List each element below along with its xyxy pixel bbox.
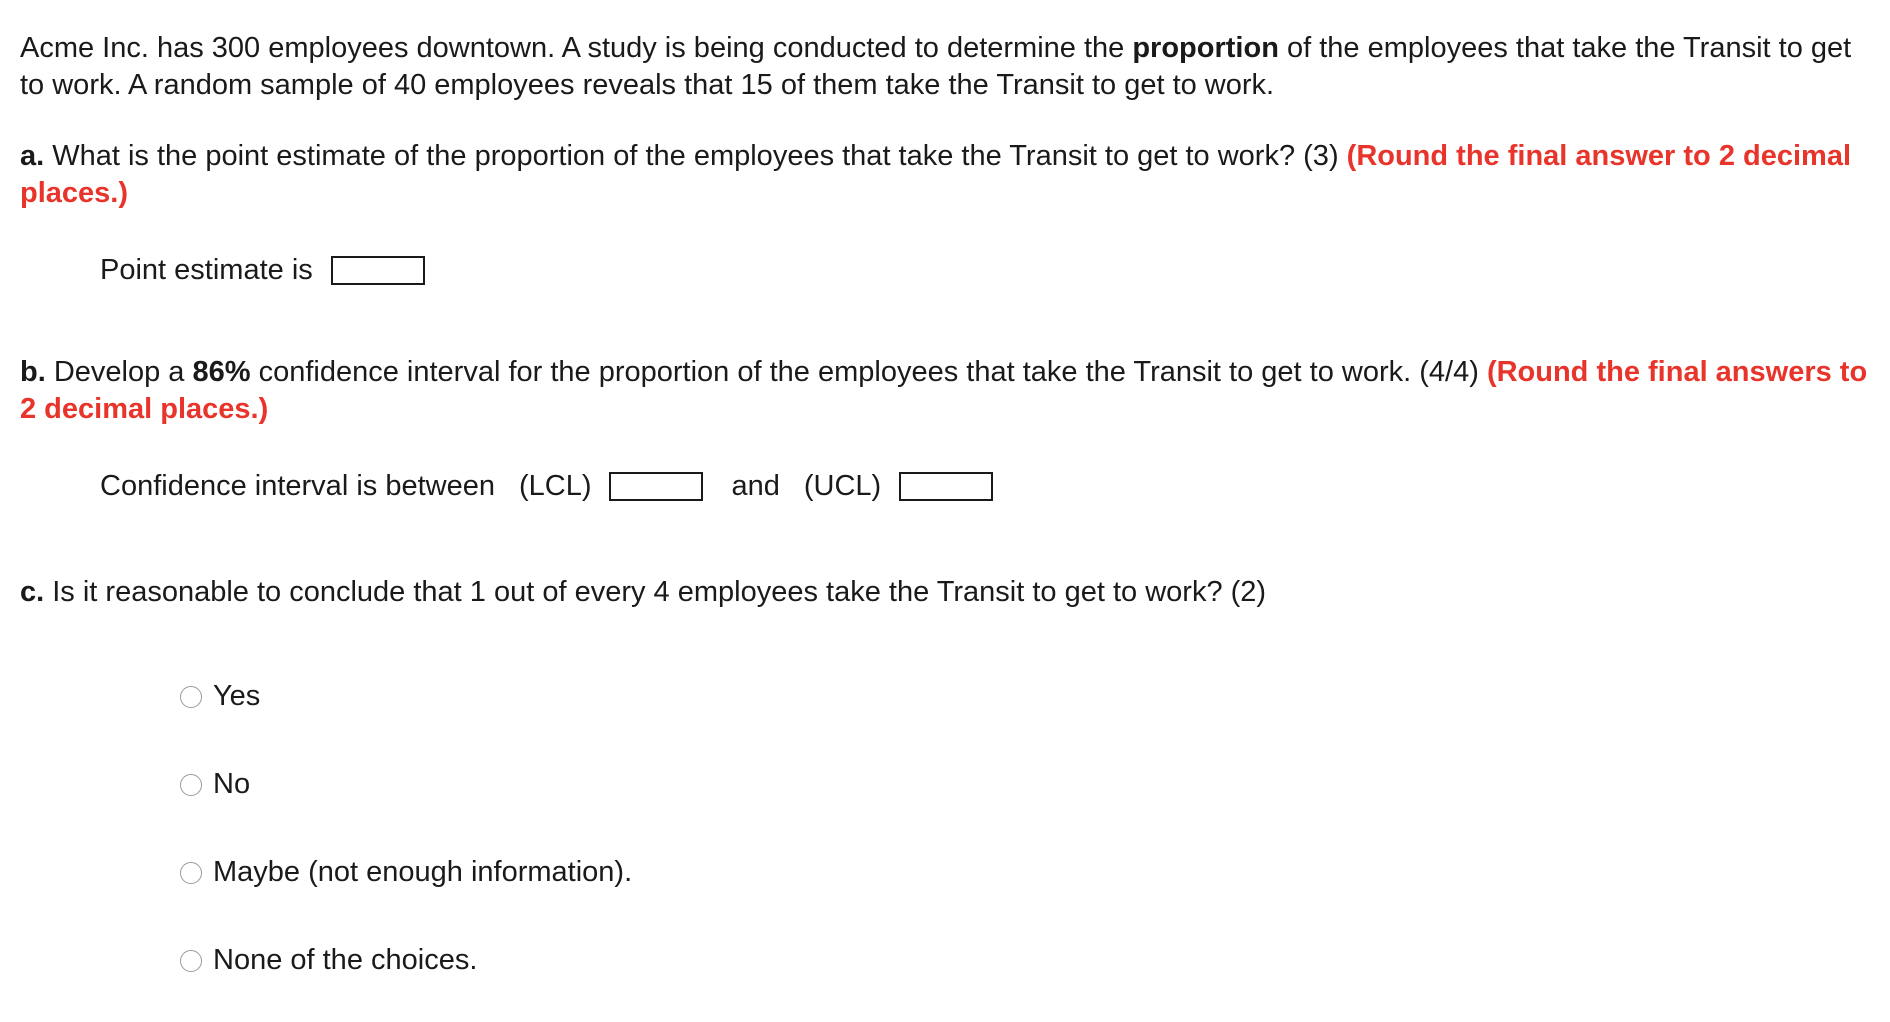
and-label: and: [731, 470, 780, 502]
question-a-label: a.: [20, 140, 45, 172]
question-b-prompt: [20, 354, 1890, 428]
question-c-prompt: [20, 574, 1266, 611]
question-c-label: c.: [20, 576, 45, 608]
intro-text-2: of the employees that take the Transit to get to work. A random sample of 40 employees reveals that 15 of them take the Transit to get to work.: [20, 32, 1852, 101]
radio-button[interactable]: [180, 774, 202, 796]
option-yes[interactable]: [180, 678, 260, 715]
option-maybe[interactable]: [180, 854, 632, 891]
point-estimate-row: [100, 252, 425, 289]
option-no[interactable]: [180, 766, 250, 803]
question-a-prompt: [20, 138, 1890, 212]
question-c-text: Is it reasonable to conclude that 1 out of every 4 employees take the Transit to get to work? (2): [44, 576, 1267, 608]
radio-button[interactable]: [180, 950, 202, 972]
question-a-text: What is the point estimate of the proportion of the employees that take the Transit to get to work? (3): [44, 140, 1347, 172]
question-b-label: b.: [20, 356, 46, 388]
question-b-instruction: (Round the final answers to 2 decimal places.): [20, 356, 1868, 425]
confidence-interval-row: [100, 468, 993, 505]
point-estimate-input[interactable]: [331, 256, 425, 285]
option-label: Yes: [213, 680, 261, 712]
intro-text-1: Acme Inc. has 300 employees downtown. A study is being conducted to determine the: [20, 32, 1133, 64]
lcl-input[interactable]: [609, 472, 703, 501]
ucl-input[interactable]: [899, 472, 993, 501]
option-label: No: [213, 768, 251, 800]
option-label: Maybe (not enough information).: [213, 856, 633, 888]
problem-statement: [20, 30, 1870, 104]
question-b-text-1: Develop a: [45, 356, 193, 388]
radio-button[interactable]: [180, 862, 202, 884]
lcl-label: (LCL): [518, 470, 592, 502]
option-label: None of the choices.: [213, 944, 478, 976]
intro-bold-proportion: proportion: [1132, 32, 1279, 64]
radio-button[interactable]: [180, 686, 202, 708]
question-a-instruction: (Round the final answer to 2 decimal places.): [20, 140, 1852, 209]
question-b-bold-percent: 86%: [192, 356, 251, 388]
ucl-label: (UCL): [803, 470, 882, 502]
point-estimate-label: Point estimate is: [100, 254, 313, 286]
question-b-text-2: confidence interval for the proportion of the employees that take the Transit to get to work. (4/4): [250, 356, 1487, 388]
option-none-of-the-choices[interactable]: [180, 942, 477, 979]
confidence-interval-label: Confidence interval is between: [100, 470, 495, 502]
